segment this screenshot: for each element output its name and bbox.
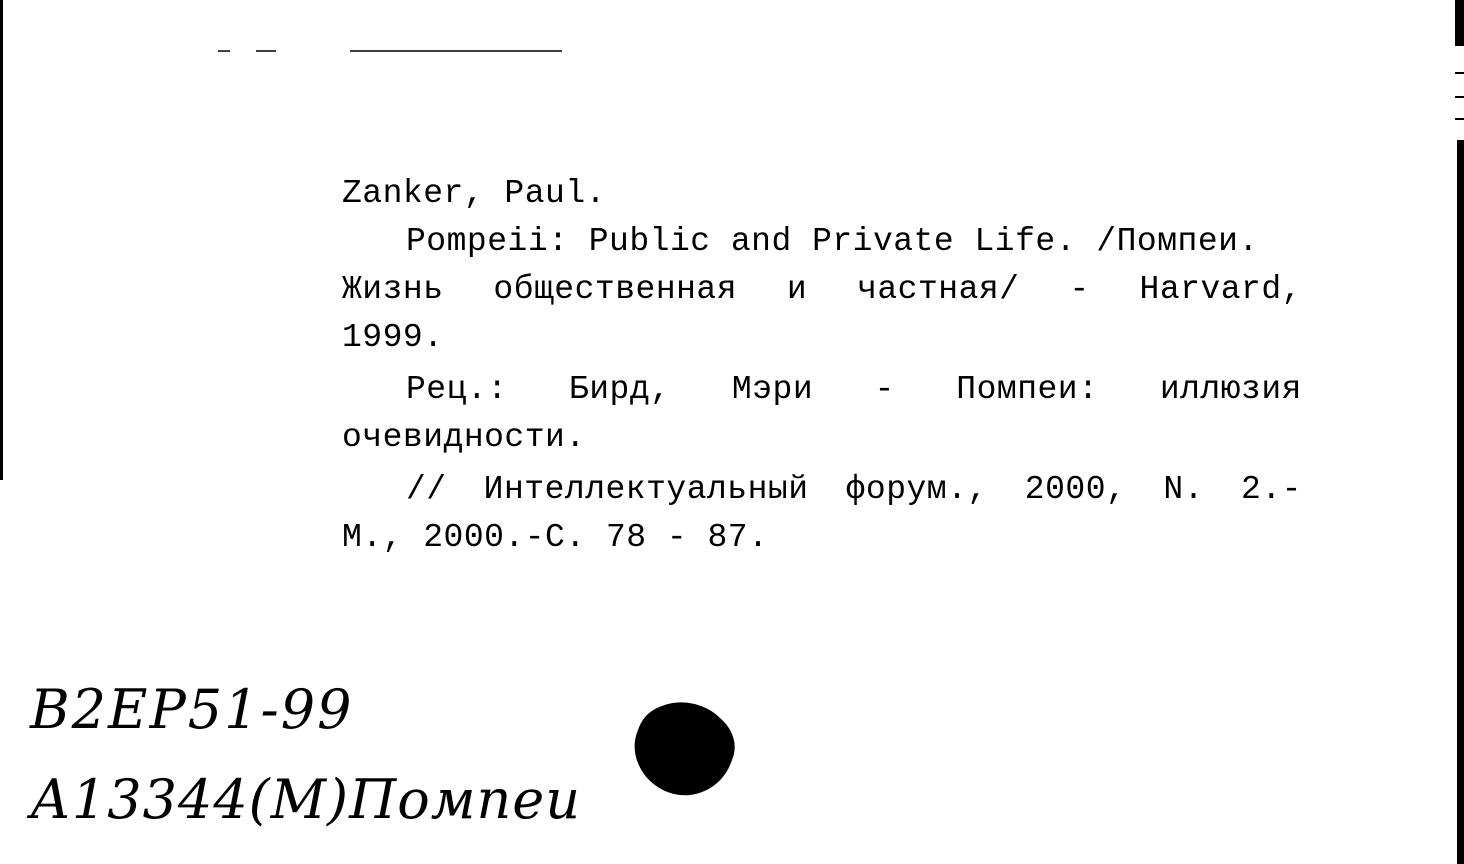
scan-artifact	[350, 50, 562, 52]
word: Помпеи:	[956, 371, 1099, 408]
handwritten-shelfmark: В2ЕР51-99	[30, 678, 354, 741]
title-line: Pompeii: Public and Private Life. /Помпеи.	[406, 223, 1259, 260]
word: N.	[1163, 471, 1204, 508]
word: общественная	[493, 271, 738, 308]
bibliographic-entry	[342, 170, 1302, 562]
edge-tick	[1455, 96, 1464, 98]
edge-tick	[1455, 118, 1464, 120]
source-continuation-line: М., 2000.-С. 78 - 87.	[342, 519, 769, 556]
scan-artifact	[218, 50, 230, 52]
author-line: Zanker, Paul.	[342, 175, 606, 212]
word: Рец.:	[406, 371, 508, 408]
word: Бирд,	[568, 371, 671, 408]
word: иллюзия	[1159, 371, 1302, 408]
punch-hole-blot	[632, 700, 736, 796]
word: 2000,	[1024, 471, 1127, 508]
word: Интеллектуальный	[483, 471, 809, 508]
word: частная/	[857, 271, 1020, 308]
scan-artifact	[256, 50, 276, 52]
title-continuation-line	[342, 266, 1302, 314]
card-right-edge	[1455, 0, 1464, 46]
review-line	[342, 366, 1302, 414]
word: форум.,	[845, 471, 988, 508]
word: и	[786, 271, 808, 308]
word: -	[874, 371, 895, 408]
word: Harvard,	[1139, 271, 1302, 308]
year-line: 1999.	[342, 319, 444, 356]
edge-tick	[1455, 72, 1464, 74]
handwritten-inventory-number: А13344(М)Помпеи	[30, 768, 581, 831]
word: //	[406, 471, 447, 508]
source-line	[342, 466, 1302, 514]
card-left-edge	[0, 0, 3, 480]
word: Жизнь	[342, 271, 444, 308]
word: 2.-	[1241, 471, 1302, 508]
review-continuation-line: очевидности.	[342, 419, 586, 456]
word: -	[1069, 271, 1090, 308]
card-right-edge-lower	[1457, 140, 1464, 864]
word: Мэри	[731, 371, 814, 408]
